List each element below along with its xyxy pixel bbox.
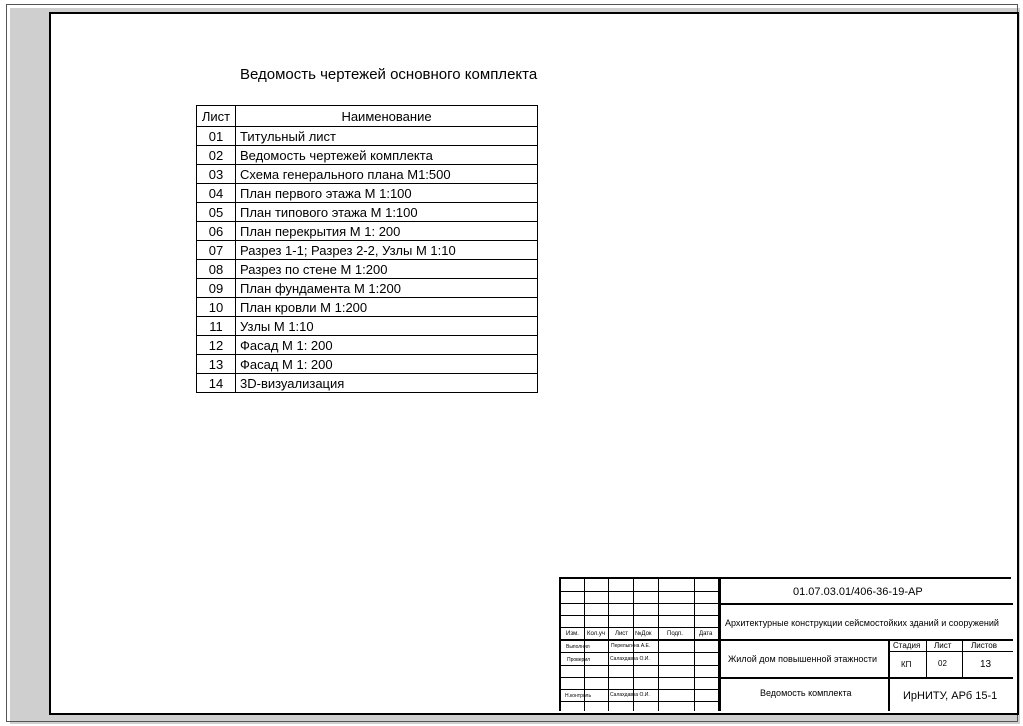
sheet-name: Разрез по стене М 1:200 — [236, 260, 538, 279]
sheet-number: 11 — [197, 317, 236, 336]
title-block — [559, 577, 1011, 711]
stamp-code: 01.07.03.01/406-36-19-АР — [793, 586, 923, 598]
table-row — [197, 222, 538, 241]
sheet-number: 04 — [197, 184, 236, 203]
col-podp: Подп. — [667, 631, 683, 637]
sheet-number: 02 — [197, 146, 236, 165]
sheet-name: Ведомость чертежей комплекта — [236, 146, 538, 165]
role-checked: Проверил — [567, 657, 591, 663]
sheet-name: Фасад М 1: 200 — [236, 336, 538, 355]
role-performed-name: Перелыгина А.Е. — [611, 643, 651, 649]
sheet-name: Схема генерального плана М1:500 — [236, 165, 538, 184]
sheet-number: 09 — [197, 279, 236, 298]
stamp-stage-label: Стадия — [893, 641, 921, 650]
col-ndok: №Док — [635, 631, 652, 637]
sheet-number: 10 — [197, 298, 236, 317]
stamp-object: Жилой дом повышенной этажности — [728, 654, 878, 664]
stamp-sheets-label: Листов — [971, 641, 997, 650]
table-row — [197, 355, 538, 374]
col-kol: Кол.уч — [587, 631, 605, 637]
document-title: Ведомость чертежей основного комплекта — [240, 66, 538, 83]
sheet-name: Разрез 1-1; Разрез 2-2, Узлы М 1:10 — [236, 241, 538, 260]
sheet-name: Узлы М 1:10 — [236, 317, 538, 336]
role-checked-name: Салахдавка О.И. — [610, 656, 650, 662]
table-row — [197, 165, 538, 184]
table-row — [197, 146, 538, 165]
sheet-name: План фундамента М 1:200 — [236, 279, 538, 298]
table-row — [197, 317, 538, 336]
role-performed: Выполнил — [566, 644, 590, 650]
stamp-project: Архитектурные конструкции сейсмостойких зданий и сооружений — [725, 618, 999, 628]
sheet-number: 03 — [197, 165, 236, 184]
table-row — [197, 127, 538, 146]
stamp-sheet-label: Лист — [934, 641, 952, 650]
header-name: Наименование — [236, 106, 538, 127]
sheet-number: 14 — [197, 374, 236, 393]
role-norm-name: Салахдавка О.И. — [610, 692, 650, 698]
sheet-number: 12 — [197, 336, 236, 355]
stamp-organization: ИрНИТУ, АРб 15-1 — [903, 690, 998, 702]
table-row — [197, 279, 538, 298]
drawings-list-table — [196, 105, 538, 393]
stamp-stage: КП — [901, 660, 912, 669]
sheet-name: План перекрытия М 1: 200 — [236, 222, 538, 241]
table-row — [197, 241, 538, 260]
table-row — [197, 184, 538, 203]
stamp-sheet: 02 — [938, 659, 947, 668]
col-list: Лист — [615, 631, 629, 637]
sheet-name: Фасад М 1: 200 — [236, 355, 538, 374]
sheet-name: План первого этажа М 1:100 — [236, 184, 538, 203]
sheet-name: Титульный лист — [236, 127, 538, 146]
col-data: Дата — [699, 631, 713, 637]
table-row — [197, 336, 538, 355]
sheet-name: План типового этажа М 1:100 — [236, 203, 538, 222]
col-izm: Изм. — [566, 631, 579, 637]
sheet-number: 01 — [197, 127, 236, 146]
table-row — [197, 298, 538, 317]
sheet-name: План кровли М 1:200 — [236, 298, 538, 317]
sheet-number: 06 — [197, 222, 236, 241]
role-norm: Н.контроль — [565, 693, 592, 699]
sheet-number: 13 — [197, 355, 236, 374]
sheet-number: 07 — [197, 241, 236, 260]
table-row — [197, 260, 538, 279]
sheet-number: 05 — [197, 203, 236, 222]
table-row — [197, 374, 538, 393]
header-sheet: Лист — [197, 106, 236, 127]
table-row — [197, 203, 538, 222]
sheet-number: 08 — [197, 260, 236, 279]
stamp-sheet-title: Ведомость комплекта — [760, 688, 852, 698]
stamp-sheets: 13 — [980, 659, 992, 670]
table-header-row — [197, 106, 538, 127]
sheet-name: 3D-визуализация — [236, 374, 538, 393]
